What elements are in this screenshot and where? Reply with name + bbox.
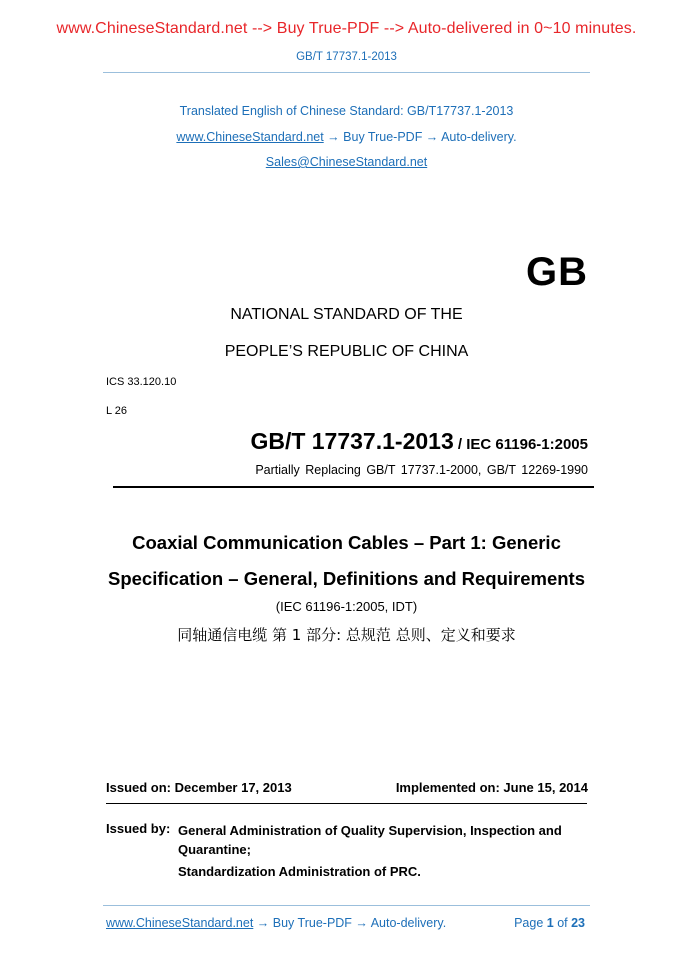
promo-buy-text: → Buy True-PDF → Auto-delivery. <box>323 130 517 144</box>
promo-translation-line: Translated English of Chinese Standard: GB/T17737.1-2013 <box>179 104 514 118</box>
document-title-line2: Specification – General, Definitions and Requirements <box>108 568 585 589</box>
document-title-line1: Coaxial Communication Cables – Part 1: Generic <box>132 532 561 553</box>
top-banner[interactable]: www.ChineseStandard.net --> Buy True-PDF --> Auto-delivered in 0~10 minutes. <box>56 20 637 37</box>
chinese-title: 同轴通信电缆 第 1 部分: 总规范 总则、定义和要求 <box>177 626 516 644</box>
standard-code: GB/T 17737.1-2013 <box>250 428 454 454</box>
ics-code: ICS 33.120.10 <box>106 376 177 388</box>
iec-equivalent: / IEC 61196-1:2005 <box>453 436 588 453</box>
page-label: Page <box>514 916 547 930</box>
page-of: of <box>553 916 572 930</box>
page-total: 23 <box>571 916 585 930</box>
issued-on-date: Issued on: December 17, 2013 <box>106 780 292 795</box>
standard-number <box>250 428 588 455</box>
sales-email-link[interactable]: Sales@ChineseStandard.net <box>265 155 428 169</box>
title-divider <box>113 486 594 488</box>
national-standard-line1: NATIONAL STANDARD OF THE <box>230 306 463 323</box>
national-standard-line2: PEOPLE’S REPUBLIC OF CHINA <box>224 343 469 360</box>
footer-divider <box>103 905 590 906</box>
issued-by-label: Issued by: <box>106 821 171 836</box>
footer-promo <box>106 916 446 930</box>
replacing-note: Partially Replacing GB/T 17737.1-2000, GB/T 12269-1990 <box>255 463 588 477</box>
classification-code: L 26 <box>106 405 128 417</box>
dates-divider <box>106 803 587 804</box>
iec-idt-note: (IEC 61196-1:2005, IDT) <box>275 599 418 614</box>
promo-buy-line <box>0 130 693 144</box>
gb-logo: GB <box>526 250 588 294</box>
issuer-aqsiq: General Administration of Quality Supervision, Inspection and Quarantine; <box>178 823 562 857</box>
promo-email-line <box>0 155 693 169</box>
header-divider <box>103 72 590 73</box>
footer-site-link[interactable]: www.ChineseStandard.net <box>106 916 254 930</box>
header-standard-code: GB/T 17737.1-2013 <box>296 51 397 63</box>
issuer-sac: Standardization Administration of PRC. <box>178 864 421 879</box>
page-current: 1 <box>546 916 554 930</box>
footer-buy-text: → Buy True-PDF → Auto-delivery. <box>253 916 447 930</box>
page-indicator <box>514 916 585 930</box>
implemented-on-date: Implemented on: June 15, 2014 <box>395 780 588 795</box>
promo-site-link[interactable]: www.ChineseStandard.net <box>176 130 324 144</box>
